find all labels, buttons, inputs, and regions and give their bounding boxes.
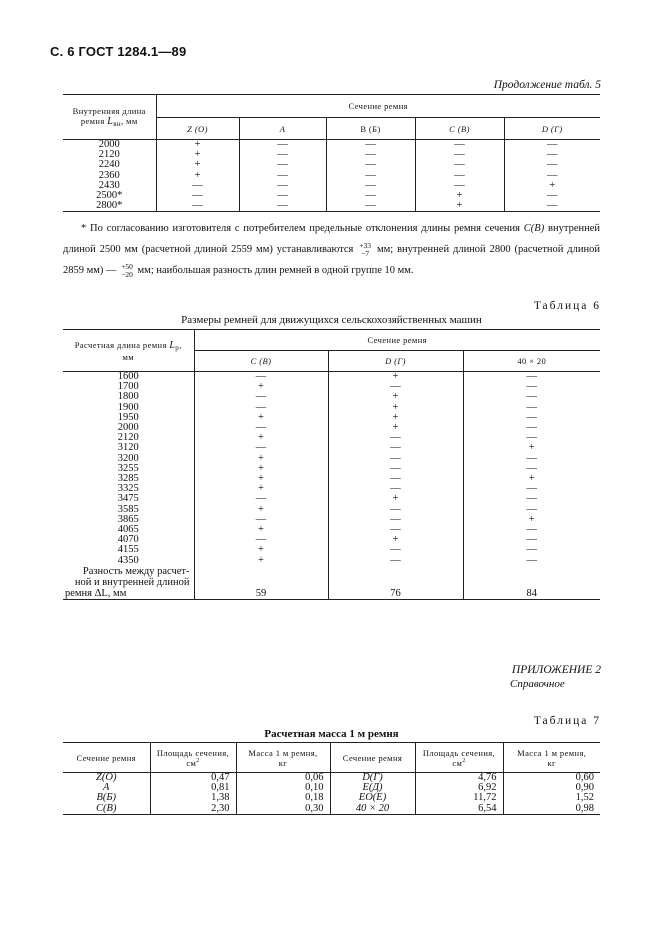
- table7-cell-a2: 11,72: [415, 793, 503, 803]
- table6-value-cell: —: [463, 505, 600, 515]
- table5-row: [63, 150, 600, 160]
- table6-value-cell: +: [194, 545, 328, 555]
- table5-value-cell: +: [415, 191, 504, 201]
- table5-value-cell: +: [156, 140, 239, 151]
- table5-body: [63, 140, 600, 212]
- table6-value-cell: —: [328, 515, 463, 525]
- table7-cell-m1: 0,06: [236, 773, 330, 784]
- table5-section-header: C (В): [415, 118, 504, 140]
- table6-value-cell: —: [194, 392, 328, 402]
- table6-value-cell: —: [194, 423, 328, 433]
- table7-row: [63, 773, 600, 784]
- table6-length-cell: 4155: [117, 544, 139, 556]
- table5-value-cell: +: [156, 150, 239, 160]
- table7-cell-a1: 1,38: [150, 793, 236, 803]
- table5-length-cell: 2500*: [96, 190, 123, 202]
- table5-section-header: Z (O): [156, 118, 239, 140]
- table6-length-cell: 2000: [117, 422, 139, 434]
- table5-row: [63, 201, 600, 212]
- table6-section-header: D (Г): [328, 351, 463, 372]
- table7-cell-a2: 4,76: [415, 773, 503, 784]
- table6-value-cell: —: [463, 423, 600, 433]
- table6-length-cell: 4065: [117, 524, 139, 536]
- appendix-label: ПРИЛОЖЕНИЕ 2: [511, 664, 601, 676]
- table7-section-header: Сечение ремня: [330, 743, 415, 773]
- table5-value-cell: —: [239, 140, 326, 151]
- table6-value-cell: +: [463, 474, 600, 484]
- table5-section-group-header: Сечение ремня: [156, 95, 600, 118]
- table6-length-cell: 1600: [117, 371, 139, 382]
- tolerance-fraction-2: +50 −20: [121, 261, 133, 279]
- table6-diff-label: Разность между расчет-: [82, 565, 190, 577]
- table5-value-cell: —: [415, 181, 504, 191]
- table5-value-cell: —: [415, 171, 504, 181]
- table5-row: [63, 160, 600, 170]
- table6-length-cell: 1900: [117, 401, 139, 413]
- table6-row: [63, 505, 600, 515]
- table7-row: [63, 793, 600, 803]
- table6-length-cell: 3200: [117, 452, 139, 464]
- table5-length-cell: 2120: [98, 149, 120, 161]
- table6-row: [63, 525, 600, 535]
- table7-title: Расчетная масса 1 м ремня: [264, 728, 399, 740]
- table7-cell-s1: A: [103, 782, 110, 794]
- table7-cell-s2: E(Д): [330, 783, 415, 793]
- table6-row: [63, 403, 600, 413]
- table6-length-cell: 3255: [117, 462, 139, 474]
- table6-length-cell: 3585: [117, 503, 139, 515]
- table6-value-cell: —: [328, 505, 463, 515]
- table5-value-cell: —: [156, 181, 239, 191]
- table5-value-cell: —: [326, 160, 415, 170]
- table6-value-cell: —: [463, 382, 600, 392]
- table5: [63, 94, 600, 212]
- table6-row: [63, 392, 600, 402]
- table7-cell-m2: 0,98: [503, 804, 600, 815]
- table6-diff-label: ремня ΔL, мм: [65, 587, 127, 599]
- table6-length-cell: 3865: [117, 513, 139, 525]
- table5-row: [63, 181, 600, 191]
- table6-value-cell: +: [328, 372, 463, 383]
- table6-value-cell: —: [328, 484, 463, 494]
- table6: [63, 329, 600, 600]
- table6-value-cell: +: [328, 494, 463, 504]
- table7-section-header: Сечение ремня: [76, 752, 136, 763]
- table6-value-cell: —: [463, 535, 600, 545]
- table5-length-cell: 2430: [98, 179, 120, 191]
- table6-value-cell: —: [463, 392, 600, 402]
- table6-row: [63, 382, 600, 392]
- table6-length-cell: 3120: [117, 442, 139, 454]
- table6-value-cell: —: [194, 372, 328, 383]
- table5-value-cell: —: [326, 181, 415, 191]
- table6-value-cell: —: [328, 525, 463, 535]
- table6-body: [63, 372, 600, 566]
- table7-mass-header: Масса 1 м ремня, кг: [236, 743, 330, 773]
- table6-length-cell: 1700: [117, 381, 139, 393]
- table6-section-group-header: Сечение ремня: [194, 330, 600, 351]
- table6-value-cell: —: [463, 433, 600, 443]
- table5-value-cell: —: [504, 140, 600, 151]
- table6-value-cell: —: [463, 413, 600, 423]
- table6-value-cell: +: [194, 484, 328, 494]
- table6-value-cell: —: [463, 403, 600, 413]
- table6-value-cell: —: [328, 545, 463, 555]
- table7-area-header: Площадь сечения, $см^2$: [415, 743, 503, 773]
- table6-row: [63, 443, 600, 453]
- table5-section-header: D (Г): [504, 118, 600, 140]
- table6-diff-value: 76: [328, 588, 463, 600]
- table7-body: [63, 773, 600, 815]
- table5-value-cell: +: [156, 171, 239, 181]
- table5-value-cell: —: [415, 160, 504, 170]
- table6-value-cell: —: [463, 484, 600, 494]
- table6-value-cell: —: [328, 454, 463, 464]
- table6-value-cell: +: [194, 525, 328, 535]
- table6-value-cell: +: [463, 443, 600, 453]
- table6-value-cell: —: [463, 545, 600, 555]
- table7-cell-m2: 0,90: [503, 783, 600, 793]
- table6-length-cell: 4070: [117, 534, 139, 546]
- table7-cell-m2: 0,60: [503, 773, 600, 784]
- table5-row: [63, 171, 600, 181]
- table6-value-cell: +: [328, 392, 463, 402]
- table6-row: [63, 484, 600, 494]
- table5-value-cell: —: [504, 191, 600, 201]
- table5-value-cell: —: [326, 150, 415, 160]
- table6-value-cell: +: [194, 454, 328, 464]
- table6-row: [63, 413, 600, 423]
- table6-value-cell: —: [463, 494, 600, 504]
- table6-length-cell: 1800: [117, 391, 139, 403]
- table6-value-cell: +: [194, 505, 328, 515]
- table5-value-cell: —: [415, 140, 504, 151]
- table5-value-cell: —: [239, 160, 326, 170]
- table5-length-cell: 2800*: [96, 200, 123, 212]
- table6-diff-label: ной и внутренней длиной: [74, 576, 190, 588]
- table7-cell-a1: 0,47: [150, 773, 236, 784]
- table5-value-cell: —: [239, 191, 326, 201]
- table6-row: [63, 474, 600, 484]
- table6-value-cell: —: [194, 443, 328, 453]
- table5-value-cell: —: [504, 201, 600, 212]
- table6-diff-value: 84: [463, 588, 600, 600]
- table6-value-cell: +: [328, 423, 463, 433]
- table6-caption: Таблица 6: [533, 300, 601, 312]
- table7-cell-s2: EO(Е): [330, 793, 415, 803]
- table6-value-cell: +: [463, 515, 600, 525]
- table5-length-cell: 2360: [98, 169, 120, 181]
- table6-value-cell: +: [328, 535, 463, 545]
- table5-value-cell: —: [504, 160, 600, 170]
- table7-cell-a2: 6,54: [415, 804, 503, 815]
- table5-value-cell: +: [504, 181, 600, 191]
- table6-value-cell: —: [328, 474, 463, 484]
- table6-value-cell: —: [194, 494, 328, 504]
- table6-value-cell: +: [194, 464, 328, 474]
- table5-value-cell: —: [504, 171, 600, 181]
- table6-value-cell: +: [194, 433, 328, 443]
- table5-section-header: B (Б): [326, 118, 415, 140]
- table7-row: [63, 783, 600, 793]
- table5-length-header: Внутренняя длина ремня $L_{вн}$, мм: [63, 95, 156, 140]
- table5-value-cell: —: [326, 201, 415, 212]
- table7-cell-m2: 1,52: [503, 793, 600, 803]
- table7-cell-s1: Z(O): [96, 772, 117, 783]
- table6-value-cell: —: [463, 556, 600, 566]
- table6-value-cell: —: [463, 454, 600, 464]
- table6-value-cell: —: [463, 372, 600, 383]
- table5-value-cell: —: [504, 150, 600, 160]
- table6-value-cell: —: [194, 515, 328, 525]
- table6-value-cell: —: [194, 403, 328, 413]
- table7-cell-a1: 0,81: [150, 783, 236, 793]
- appendix-type: Справочное: [510, 678, 565, 690]
- table7: [63, 742, 600, 815]
- table5-value-cell: —: [326, 140, 415, 151]
- table6-value-cell: —: [328, 556, 463, 566]
- table5-continuation-label: Продолжение табл. 5: [493, 79, 601, 91]
- table5-row: [63, 191, 600, 201]
- table6-length-cell: 1950: [117, 411, 139, 423]
- table5-row: [63, 140, 600, 151]
- table7-area-header: Площадь сечения, $см^2$: [150, 743, 236, 773]
- table6-value-cell: +: [328, 413, 463, 423]
- table6-diff-value: 59: [194, 588, 328, 600]
- table5-value-cell: —: [239, 150, 326, 160]
- table6-section-header: 40 × 20: [463, 351, 600, 372]
- table7-cell-s2: 40 × 20: [330, 804, 415, 815]
- table6-row: [63, 464, 600, 474]
- table6-row: [63, 535, 600, 545]
- table5-value-cell: —: [156, 201, 239, 212]
- table6-row: [63, 423, 600, 433]
- footnote: * По согласованию изготовителя с потребителем предельные отклонения длины ремня сечения C(B) внутренней длиной 2500 мм (расчетной длиной 2559 мм) устанавливаются +33 −7 мм; внутренней длиной 2800 (расчетной длиной 2859 мм) — +50 −20 мм; наибольшая разность длин ремней в одной группе 10 мм.: [63, 223, 601, 279]
- table6-length-cell: 3285: [117, 473, 139, 485]
- table6-value-cell: —: [328, 433, 463, 443]
- table5-value-cell: +: [156, 160, 239, 170]
- table6-diff-row: [63, 588, 600, 600]
- table6-value-cell: —: [194, 535, 328, 545]
- table6-value-cell: —: [463, 464, 600, 474]
- table5-value-cell: —: [239, 171, 326, 181]
- table6-title: Размеры ремней для движущихся сельскохозяйственных машин: [181, 314, 482, 326]
- page-header: С. 6 ГОСТ 1284.1—89: [50, 44, 187, 59]
- table6-length-cell: 4350: [117, 554, 139, 566]
- tolerance-fraction-1: +33 −7: [359, 240, 372, 258]
- table6-value-cell: —: [328, 382, 463, 392]
- table7-cell-m1: 0,18: [236, 793, 330, 803]
- table6-value-cell: —: [328, 464, 463, 474]
- table7-cell-m1: 0,30: [236, 804, 330, 815]
- table7-cell-a1: 2,30: [150, 804, 236, 815]
- table6-row: [63, 454, 600, 464]
- table5-value-cell: —: [156, 191, 239, 201]
- table5-value-cell: —: [326, 191, 415, 201]
- table7-cell-s1: C(B): [96, 802, 117, 814]
- table6-length-cell: 3325: [117, 483, 139, 495]
- table6-value-cell: +: [194, 474, 328, 484]
- table6-row: [63, 545, 600, 555]
- table6-row: [63, 494, 600, 504]
- table6-value-cell: +: [328, 403, 463, 413]
- table7-cell-s1: B(Б): [96, 792, 117, 804]
- table6-row: [63, 556, 600, 566]
- table5-length-cell: 2000: [98, 139, 120, 150]
- table5-section-header: A: [239, 118, 326, 140]
- table5-value-cell: —: [326, 171, 415, 181]
- table6-row: [63, 515, 600, 525]
- table5-value-cell: —: [239, 201, 326, 212]
- table6-length-cell: 3475: [117, 493, 139, 505]
- table5-length-cell: 2240: [98, 159, 120, 171]
- table7-cell-a2: 6,92: [415, 783, 503, 793]
- table5-value-cell: —: [239, 181, 326, 191]
- table5-value-cell: +: [415, 201, 504, 212]
- table6-value-cell: +: [194, 413, 328, 423]
- table6-value-cell: —: [328, 443, 463, 453]
- table6-diff-row: [63, 566, 600, 577]
- table6-value-cell: +: [194, 382, 328, 392]
- table6-diff-row: [63, 577, 600, 588]
- table7-mass-header: Масса 1 м ремня, кг: [503, 743, 600, 773]
- table7-cell-m1: 0,10: [236, 783, 330, 793]
- table6-length-cell: 2120: [117, 432, 139, 444]
- table6-value-cell: —: [463, 525, 600, 535]
- table7-row: [63, 804, 600, 815]
- table6-section-header: C (B): [194, 351, 328, 372]
- table6-length-header: Расчетная длина ремня $L_р$, мм: [63, 330, 194, 372]
- table6-row: [63, 433, 600, 443]
- table7-caption: Таблица 7: [533, 715, 601, 727]
- table6-row: [63, 372, 600, 383]
- table6-value-cell: +: [194, 556, 328, 566]
- table5-value-cell: —: [415, 150, 504, 160]
- table7-cell-s2: D(Г): [330, 773, 415, 784]
